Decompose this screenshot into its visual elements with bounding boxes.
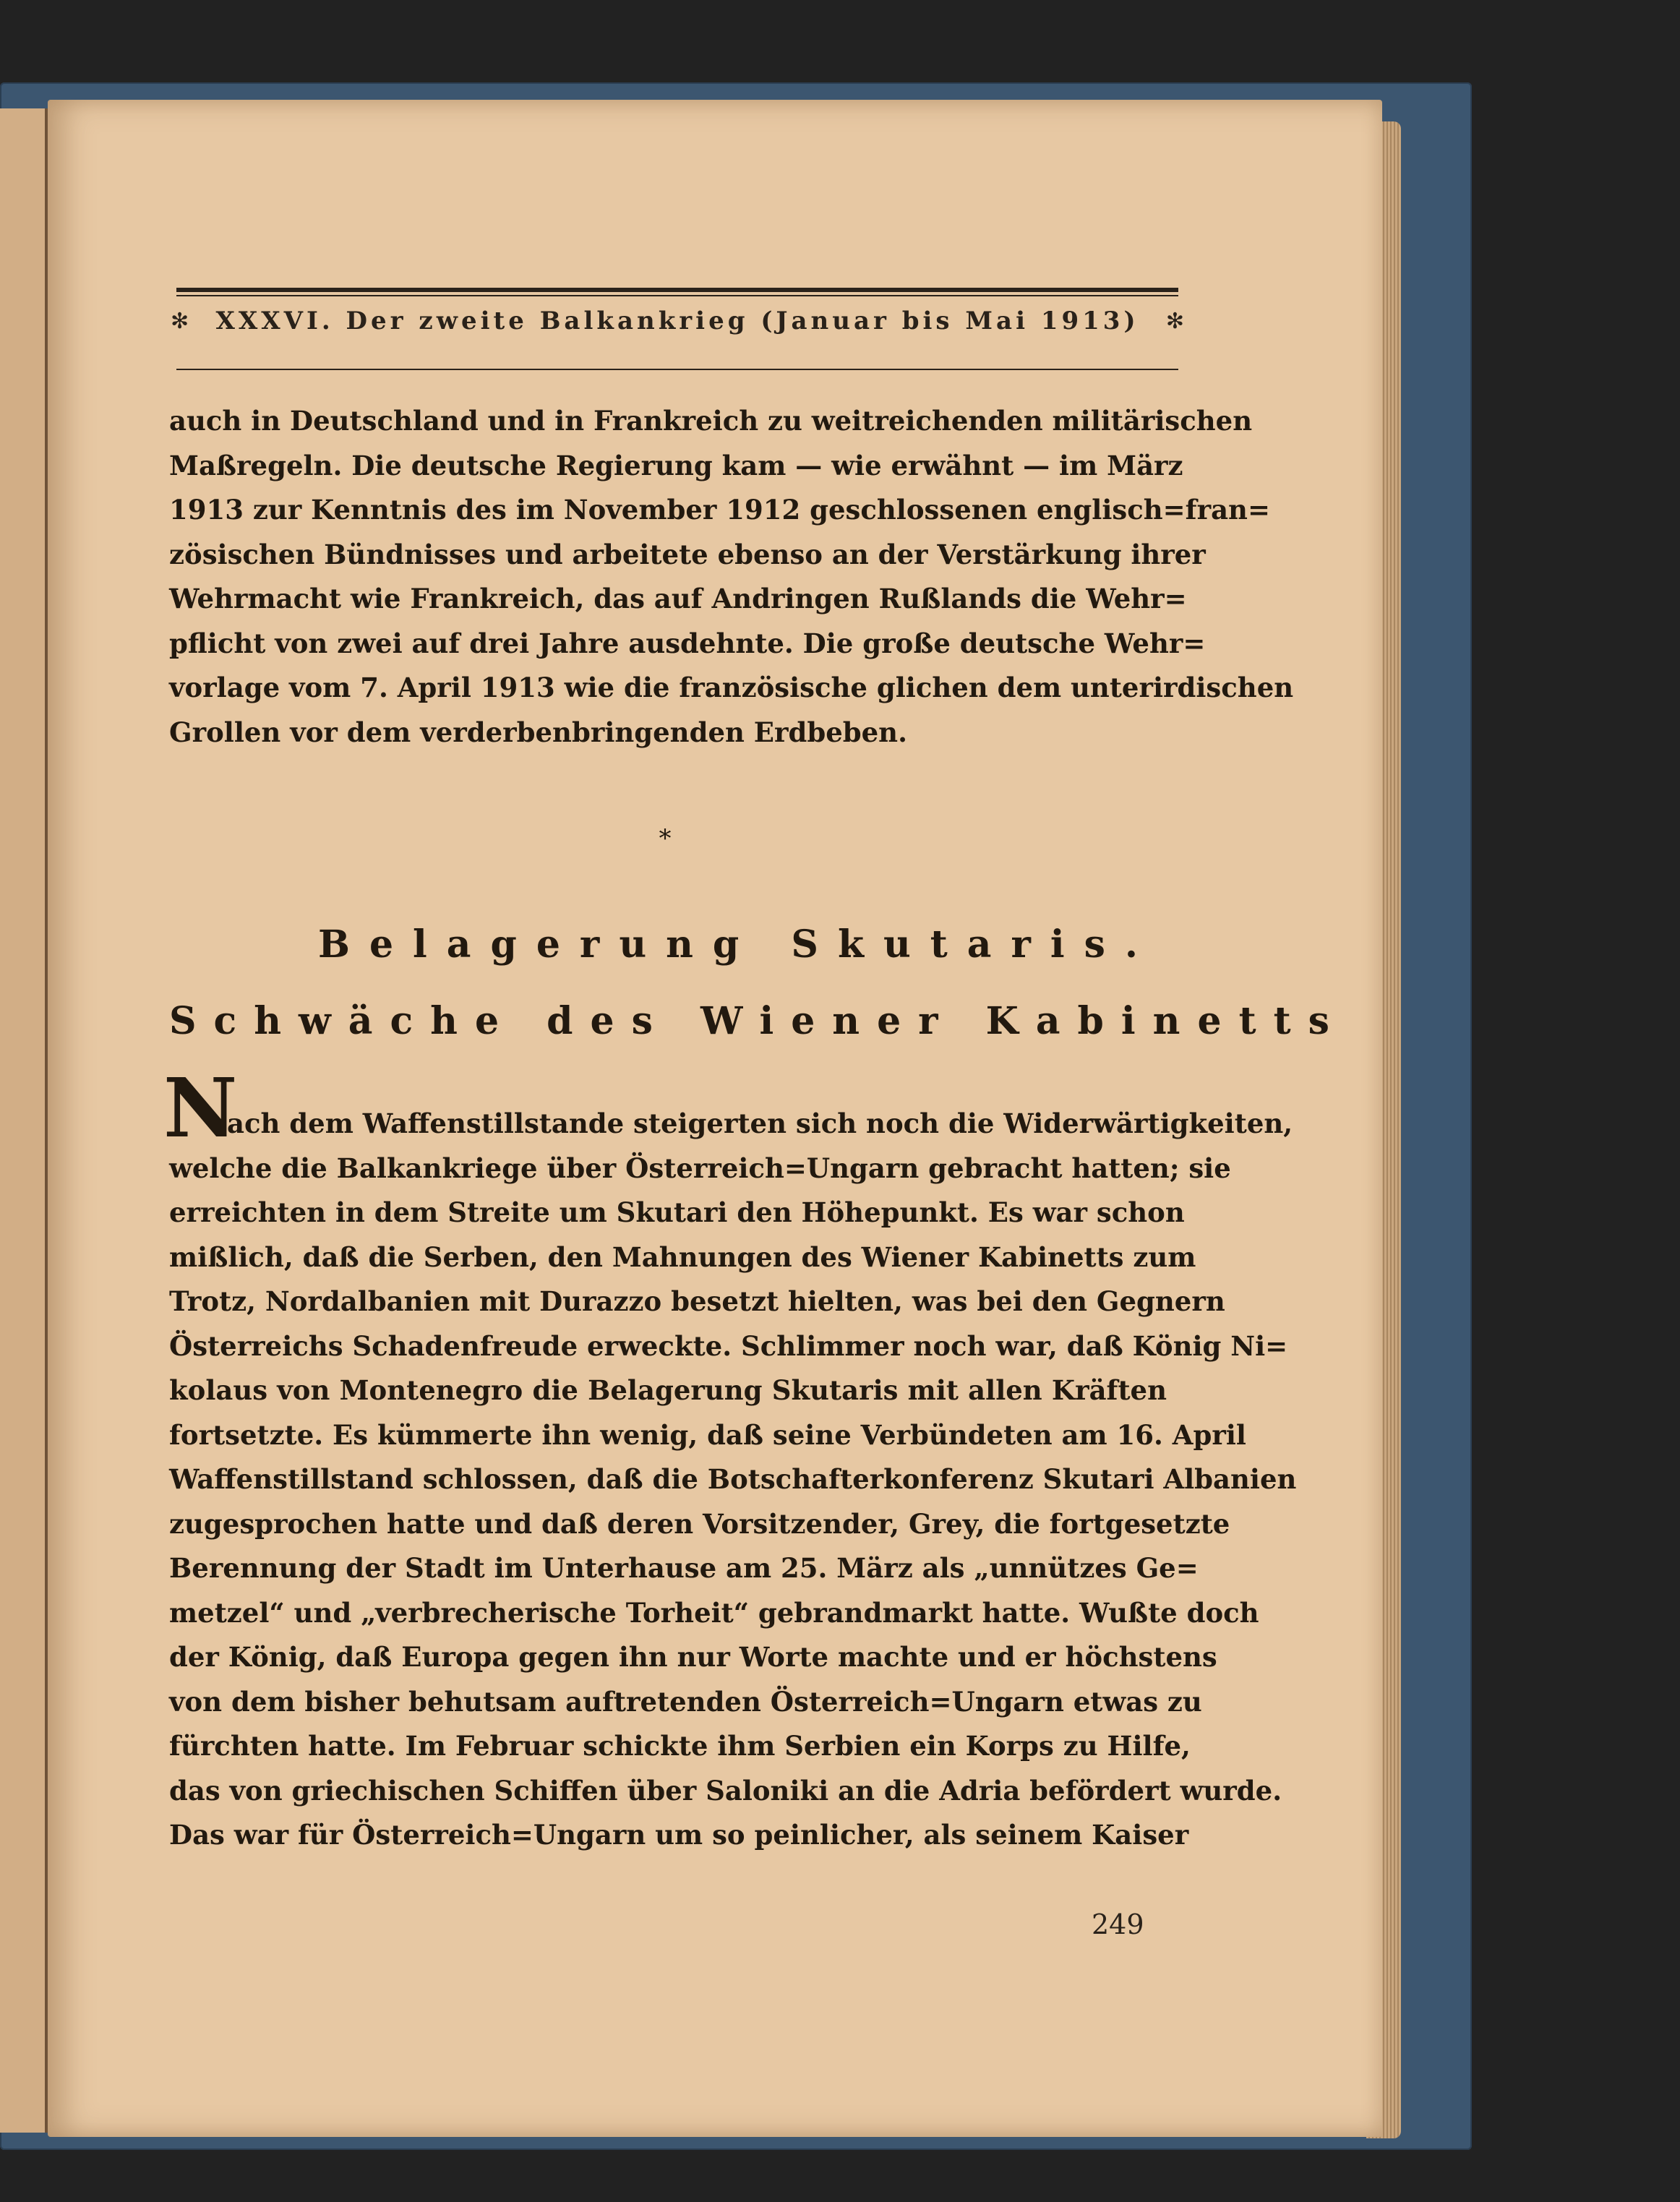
text-line: der König, daß Europa gegen ihn nur Worte machte und er höchstens: [169, 1641, 1217, 1673]
page-number: 249: [1092, 1908, 1144, 1940]
section-separator: *: [659, 824, 672, 853]
text-line: Maßregeln. Die deutsche Regierung kam — wie erwähnt — im März: [169, 449, 1183, 481]
paragraph-continuation: [169, 399, 1294, 755]
text-line: vorlage vom 7. April 1913 wie die französische glichen dem unterirdischen: [169, 672, 1294, 703]
text-line: zösischen Bündnisses und arbeitete ebenso an der Verstärkung ihrer: [169, 538, 1206, 570]
header-rule-bottom: [176, 369, 1178, 370]
text-line: fürchten hatte. Im Februar schickte ihm Serbien ein Korps zu Hilfe,: [169, 1730, 1191, 1762]
text-line: erreichten in dem Streite um Skutari den Höhepunkt. Es war schon: [169, 1196, 1185, 1228]
text-line: Österreichs Schadenfreude erweckte. Schlimmer noch war, daß König Ni=: [169, 1329, 1288, 1362]
header-ornament-left: ✻: [171, 308, 189, 334]
text-line: Das war für Österreich=Ungarn um so peinlicher, als seinem Kaiser: [169, 1819, 1189, 1851]
section-subheading: Schwäche des Wiener Kabinetts: [169, 999, 1347, 1043]
text-line: ach dem Waffenstillstande steigerten sich noch die Widerwärtigkeiten,: [227, 1108, 1293, 1139]
text-line: 1913 zur Kenntnis des im November 1912 geschlossenen englisch=fran=: [169, 494, 1270, 526]
text-line: mißlich, daß die Serben, den Mahnungen des Wiener Kabinetts zum: [169, 1241, 1196, 1273]
text-line: Trotz, Nordalbanien mit Durazzo besetzt hielten, was bei den Gegnern: [169, 1285, 1225, 1317]
running-head: [171, 307, 1184, 335]
section-heading: Belagerung Skutaris.: [318, 922, 1158, 967]
drop-cap: N: [163, 1061, 238, 1156]
text-line: welche die Balkankriege über Österreich=Ungarn gebracht hatten; sie: [169, 1152, 1231, 1184]
text-line: zugesprochen hatte und daß deren Vorsitzender, Grey, die fortgesetzte: [169, 1507, 1230, 1540]
text-line: auch in Deutschland und in Frankreich zu weitreichenden militärischen: [169, 405, 1253, 437]
text-line: pflicht von zwei auf drei Jahre ausdehnte. Die große deutsche Wehr=: [169, 627, 1206, 659]
text-line: fortsetzte. Es kümmerte ihn wenig, daß seine Verbündeten am 16. April: [169, 1418, 1246, 1451]
header-ornament-right: ✻: [1165, 308, 1184, 334]
text-line: metzel“ und „verbrecherische Torheit“ gebrandmarkt hatte. Wußte doch: [169, 1596, 1259, 1629]
left-page-edge: [0, 108, 48, 2133]
header-rule-top: [176, 288, 1178, 292]
text-line: Wehrmacht wie Frankreich, das auf Andringen Rußlands die Wehr=: [169, 583, 1187, 614]
text-line: Waffenstillstand schlossen, daß die Botschafterkonferenz Skutari Albanien: [169, 1463, 1297, 1495]
text-line: Berennung der Stadt im Unterhause am 25. März als „unnützes Ge=: [169, 1552, 1199, 1584]
running-head-title: XXXVI. Der zweite Balkankrieg (Januar bis Mai 1913): [215, 307, 1139, 335]
header-rule-top-thin: [176, 295, 1178, 296]
text-line: das von griechischen Schiffen über Saloniki an die Adria befördert wurde.: [169, 1774, 1282, 1807]
text-line: kolaus von Montenegro die Belagerung Skutaris mit allen Kräften: [169, 1374, 1167, 1406]
text-line: von dem bisher behutsam auftretenden Österreich=Ungarn etwas zu: [169, 1685, 1202, 1718]
text-line: Grollen vor dem verderbenbringenden Erdbeben.: [169, 716, 907, 748]
paragraph-main: [169, 1102, 1297, 1858]
